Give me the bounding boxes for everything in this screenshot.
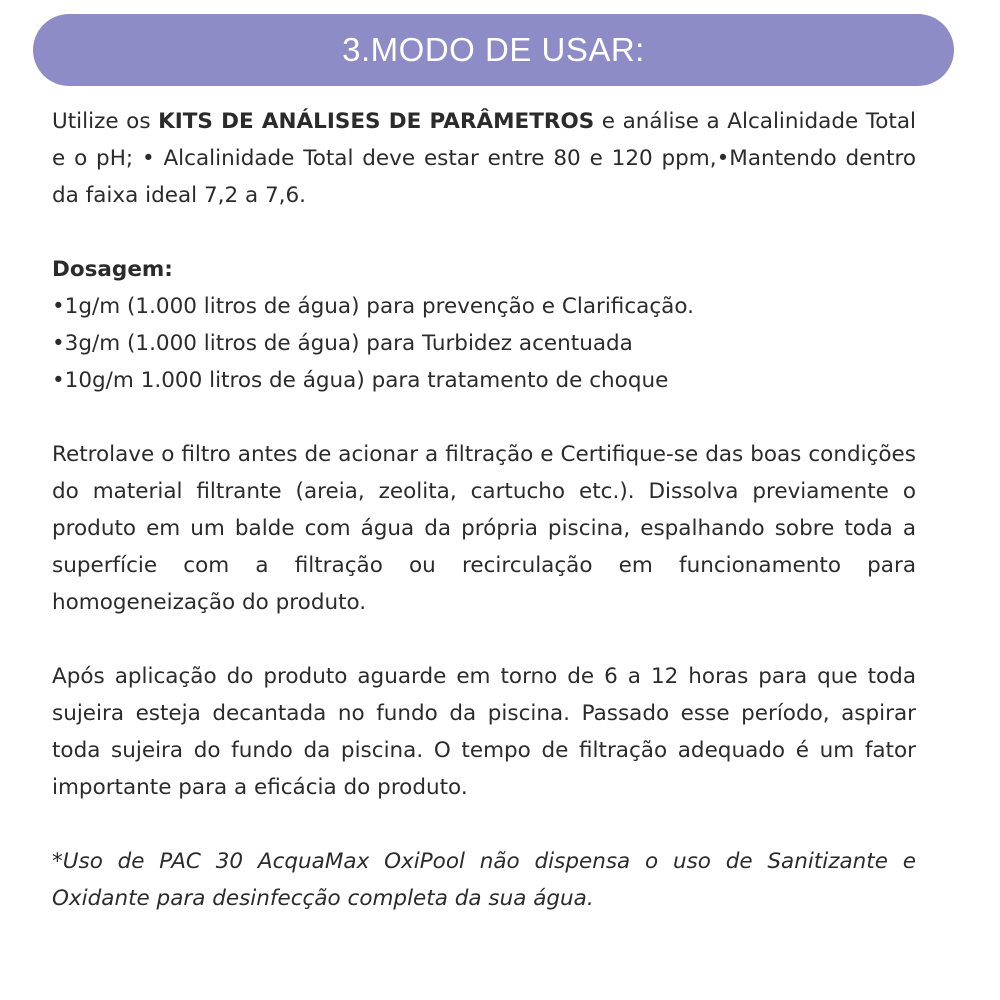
section-header <box>33 14 954 86</box>
spacer <box>52 621 916 658</box>
dosage-item: •3g/m (1.000 litros de água) para Turbidez acentuada <box>52 331 633 356</box>
dosage-item: •10g/m 1.000 litros de água) para tratamento de choque <box>52 368 669 393</box>
intro-text-end: e análise a Alcalinidade Total e o pH; • Alcalinidade Total deve estar entre 80 e 120 ppm,•Mantendo dentro da faixa ideal 7,2 a 7,6. <box>52 109 916 208</box>
after-application-paragraph: Após aplicação do produto aguarde em torno de 6 a 12 horas para que toda sujeira esteja decantada no fundo da piscina. Passado esse período, aspirar toda sujeira do fundo da piscina. O tempo de filtração adequado é um fator importante para a eficácia do produto. <box>52 664 916 800</box>
intro-kits-emphasis: KITS DE ANÁLISES DE PARÂMETROS <box>158 109 595 134</box>
section-title: 3.MODO DE USAR: <box>342 31 645 68</box>
dosage-item: •1g/m (1.000 litros de água) para prevenção e Clarificação. <box>52 294 694 319</box>
disclaimer-note: *Uso de PAC 30 AcquaMax OxiPool não dispensa o uso de Sanitizante e Oxidante para desinfecção completa da sua água. <box>52 849 916 911</box>
spacer <box>52 806 916 843</box>
intro-text-start: Utilize os <box>52 109 159 134</box>
spacer <box>52 214 916 251</box>
instructions-content <box>52 103 916 917</box>
intro-paragraph <box>52 103 916 214</box>
filter-paragraph: Retrolave o filtro antes de acionar a filtração e Certifique-se das boas condições do material filtrante (areia, zeolita, cartucho etc.). Dissolva previamente o produto em um balde com água da própria piscina, espalhando sobre toda a superfície com a filtração ou recirculação em funcionamento para homogeneização do produto. <box>52 442 916 615</box>
dosage-heading: Dosagem: <box>52 257 173 282</box>
spacer <box>52 399 916 436</box>
